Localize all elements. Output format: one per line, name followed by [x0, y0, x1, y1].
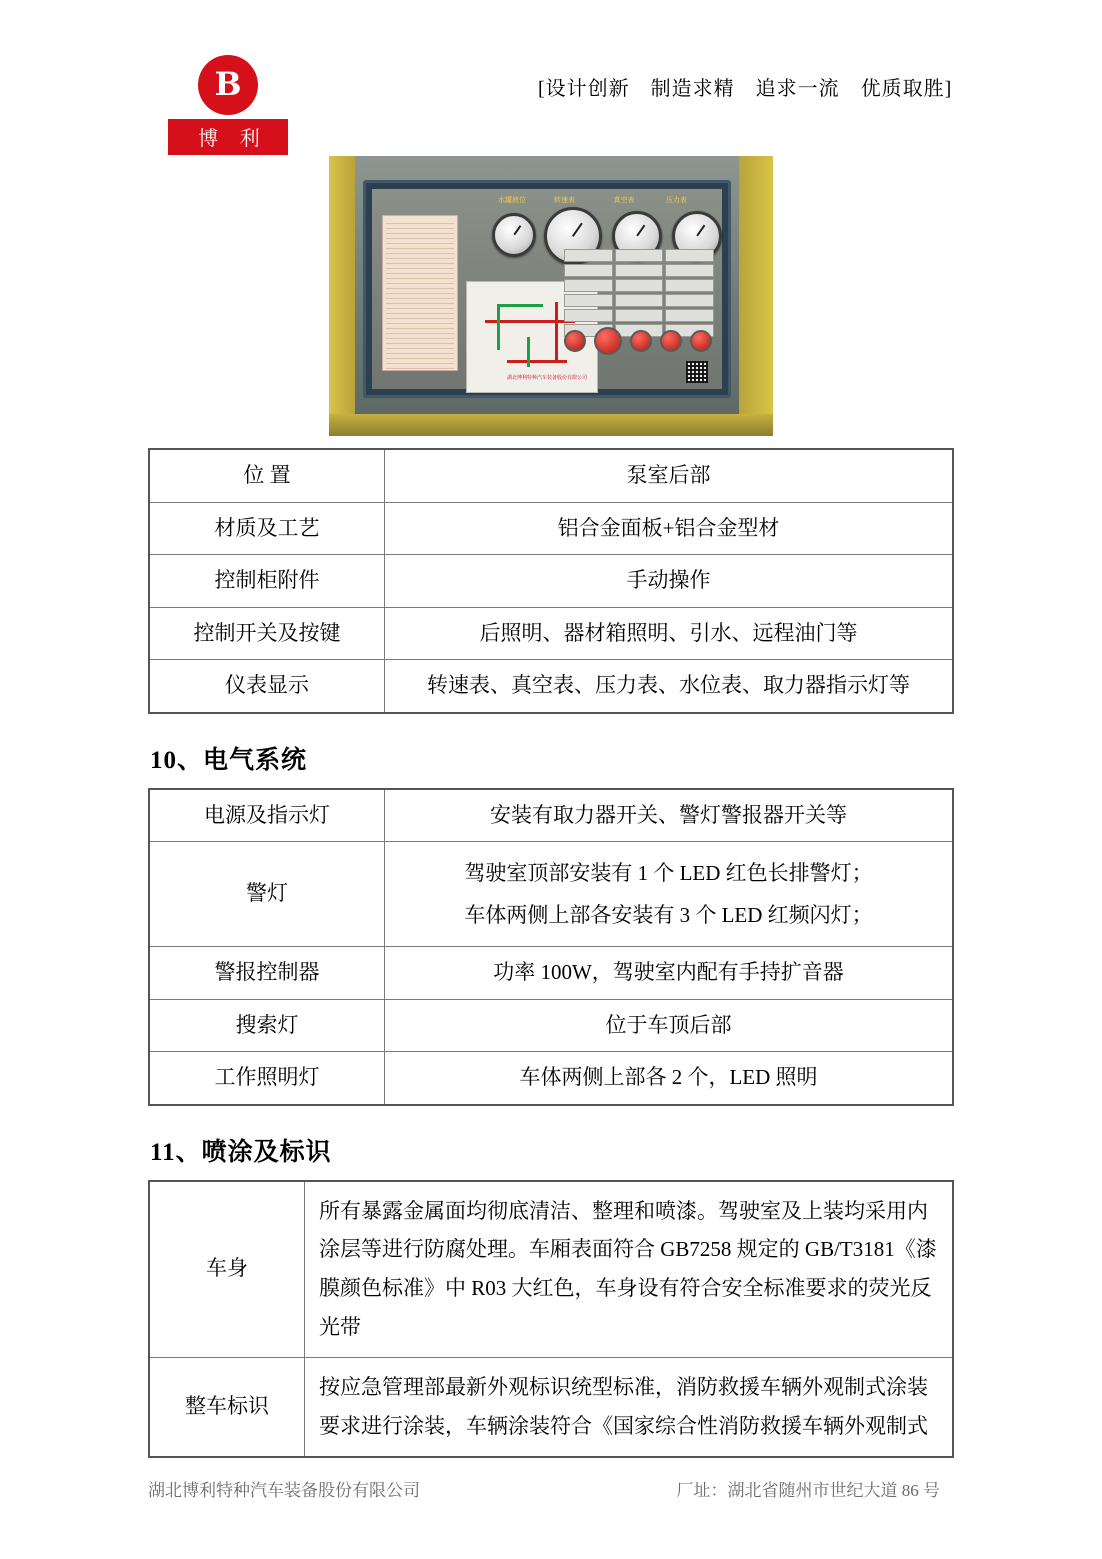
header-slogan: [设计创新 制造求精 追求一流 优质取胜]	[538, 78, 953, 100]
cell-key: 整车标识	[149, 1357, 305, 1456]
gauge-labels	[372, 195, 722, 207]
cell-value: 安装有取力器开关、警灯警报器开关等	[385, 789, 954, 842]
gauge-label-pressure: 压力表	[666, 197, 687, 204]
logo-badge-icon	[198, 55, 258, 115]
gauge-label-water-level: 水罐液位	[498, 197, 526, 204]
cell-value: 转速表、真空表、压力表、水位表、取力器指示灯等	[385, 660, 954, 713]
panel-frame	[363, 180, 731, 398]
table-row	[149, 999, 953, 1052]
section-title-painting: 11、喷涂及标识	[150, 1138, 332, 1166]
gauge-label-tachometer: 转速表	[554, 197, 575, 204]
cell-value: 泵室后部	[385, 449, 954, 502]
cell-key: 材质及工艺	[149, 502, 385, 555]
cell-key: 仪表显示	[149, 660, 385, 713]
cell-value-line2: 车体两侧上部各安装有 3 个 LED 红频闪灯；	[464, 903, 873, 927]
cell-value: 所有暴露金属面均彻底清洁、整理和喷漆。驾驶室及上装均采用内涂层等进行防腐处理。车厢表面符合 GB7258 规定的 GB/T3181《漆膜颜色标准》中 R03 大红色，车身设有符合安全标准要求的荧光反光带	[305, 1181, 954, 1358]
page-header	[148, 0, 954, 150]
cell-key: 电源及指示灯	[149, 789, 385, 842]
cell-value: 车体两侧上部各 2 个，LED 照明	[385, 1052, 954, 1105]
photo-right-trim	[739, 156, 773, 436]
cell-key: 控制开关及按键	[149, 607, 385, 660]
footer-company: 湖北博利特种汽车装备股份有限公司	[148, 1481, 420, 1500]
table-row	[149, 449, 953, 502]
cell-key: 车身	[149, 1181, 305, 1358]
panel-brand-line: 湖北博利特种汽车装备股份有限公司	[506, 375, 587, 381]
table-electrical-system	[148, 788, 954, 1106]
cell-key: 位 置	[149, 449, 385, 502]
table-row	[149, 789, 953, 842]
table-painting-marking	[148, 1180, 954, 1458]
company-logo	[148, 55, 308, 155]
table-row	[149, 502, 953, 555]
footer-address: 厂址：湖北省随州市世纪大道 86 号	[676, 1481, 940, 1500]
cell-value: 按应急管理部最新外观标识统型标准，消防救援车辆外观制式涂装要求进行涂装，车辆涂装符合《国家综合性消防救援车辆外观制式	[305, 1357, 954, 1456]
table-row	[149, 660, 953, 713]
cell-key: 控制柜附件	[149, 555, 385, 608]
cell-value: 功率 100W，驾驶室内配有手持扩音器	[385, 947, 954, 1000]
gauge-label-vacuum: 真空表	[613, 197, 635, 204]
section-title-electrical: 10、电气系统	[150, 746, 308, 774]
cell-key: 警灯	[149, 842, 385, 947]
gauge-water-level-icon	[492, 213, 536, 257]
push-button-3	[630, 330, 652, 352]
push-button-row	[564, 327, 712, 355]
cell-value: 后照明、器材箱照明、引水、远程油门等	[385, 607, 954, 660]
logo-glyph: B	[214, 65, 242, 104]
page-footer	[148, 1476, 954, 1501]
cell-value: 铝合金面板+铝合金型材	[385, 502, 954, 555]
cell-key: 警报控制器	[149, 947, 385, 1000]
table-row	[149, 607, 953, 660]
push-button-5	[690, 330, 712, 352]
photo-left-trim	[329, 156, 355, 436]
push-button-emergency	[594, 327, 622, 355]
instruction-placard	[382, 215, 458, 371]
panel-face	[372, 189, 722, 389]
photo-bottom-trim	[329, 414, 773, 436]
cell-key: 工作照明灯	[149, 1052, 385, 1105]
cell-value-line1: 驾驶室顶部安装有 1 个 LED 红色长排警灯；	[464, 861, 873, 885]
logo-text: 博 利	[168, 119, 288, 155]
cell-value: 位于车顶后部	[385, 999, 954, 1052]
table-row	[149, 842, 953, 947]
control-panel-photo	[329, 156, 773, 436]
push-button-1	[564, 330, 586, 352]
cell-value	[385, 842, 954, 947]
table-row	[149, 1357, 953, 1456]
figure-row	[148, 156, 954, 436]
cell-value: 手动操作	[385, 555, 954, 608]
table-row	[149, 1181, 953, 1358]
table-control-cabinet	[148, 448, 954, 714]
table-row	[149, 555, 953, 608]
table-row	[149, 947, 953, 1000]
table-row	[149, 1052, 953, 1105]
push-button-4	[660, 330, 682, 352]
cell-key: 搜索灯	[149, 999, 385, 1052]
